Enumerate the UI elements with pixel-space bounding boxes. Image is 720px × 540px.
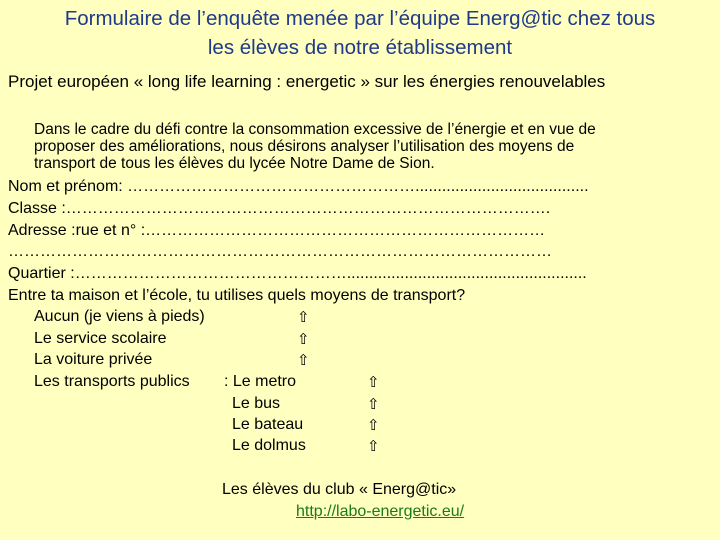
option-walking-arrow-icon[interactable]: ⇧: [297, 309, 310, 326]
option-bus-label: Le bus: [232, 395, 281, 412]
intro-line-2: proposer des améliorations, nous désirons analyser l’utilisation des moyens de: [34, 138, 575, 155]
option-dolmus-label: Le dolmus: [232, 437, 306, 454]
footer-club-credit: Les élèves du club « Energ@tic»: [222, 481, 457, 498]
option-school-bus-label: Le service scolaire: [34, 330, 167, 347]
title-line-1: Formulaire de l’enquête menée par l’équipe Energ@tic chez tous: [64, 7, 656, 30]
address-continuation-field[interactable]: …………………………………………………………………………………………: [8, 243, 552, 260]
option-public-transport-label: Les transports publics: [34, 373, 190, 390]
option-metro-arrow-icon[interactable]: ⇧: [367, 374, 380, 391]
option-dolmus-arrow-icon[interactable]: ⇧: [367, 438, 380, 455]
footer-website-link[interactable]: http://labo-energetic.eu/: [296, 503, 465, 520]
option-private-car-arrow-icon[interactable]: ⇧: [297, 352, 310, 369]
transport-question: Entre ta maison et l’école, tu utilises quels moyens de transport?: [8, 287, 466, 304]
option-walking-label: Aucun (je viens à pieds): [34, 308, 205, 325]
option-private-car-label: La voiture privée: [34, 351, 153, 368]
option-boat-label: Le bateau: [232, 416, 304, 433]
option-metro-label: : Le metro: [224, 373, 297, 390]
option-boat-arrow-icon[interactable]: ⇧: [367, 417, 380, 434]
option-school-bus-arrow-icon[interactable]: ⇧: [297, 331, 310, 348]
page-title: [0, 4, 720, 62]
intro-paragraph: [34, 121, 596, 172]
intro-line-3: transport de tous les élèves du lycée Notre Dame de Sion.: [34, 155, 435, 172]
option-bus-arrow-icon[interactable]: ⇧: [367, 396, 380, 413]
intro-line-1: Dans le cadre du défi contre la consommation excessive de l’énergie et en vue de: [34, 121, 596, 138]
class-field[interactable]: Classe :……………………………………………………………………………….: [8, 200, 551, 217]
project-subtitle: Projet européen « long life learning : energetic » sur les énergies renouvelables: [8, 72, 606, 91]
name-field[interactable]: Nom et prénom: ……………………………………………….......................................: [8, 178, 589, 195]
title-line-2: les élèves de notre établissement: [207, 36, 513, 59]
district-field[interactable]: Quartier :……………………………………………......................................................: [8, 265, 587, 282]
address-field[interactable]: Adresse :rue et n° :…………………………………………………………………: [8, 222, 546, 239]
